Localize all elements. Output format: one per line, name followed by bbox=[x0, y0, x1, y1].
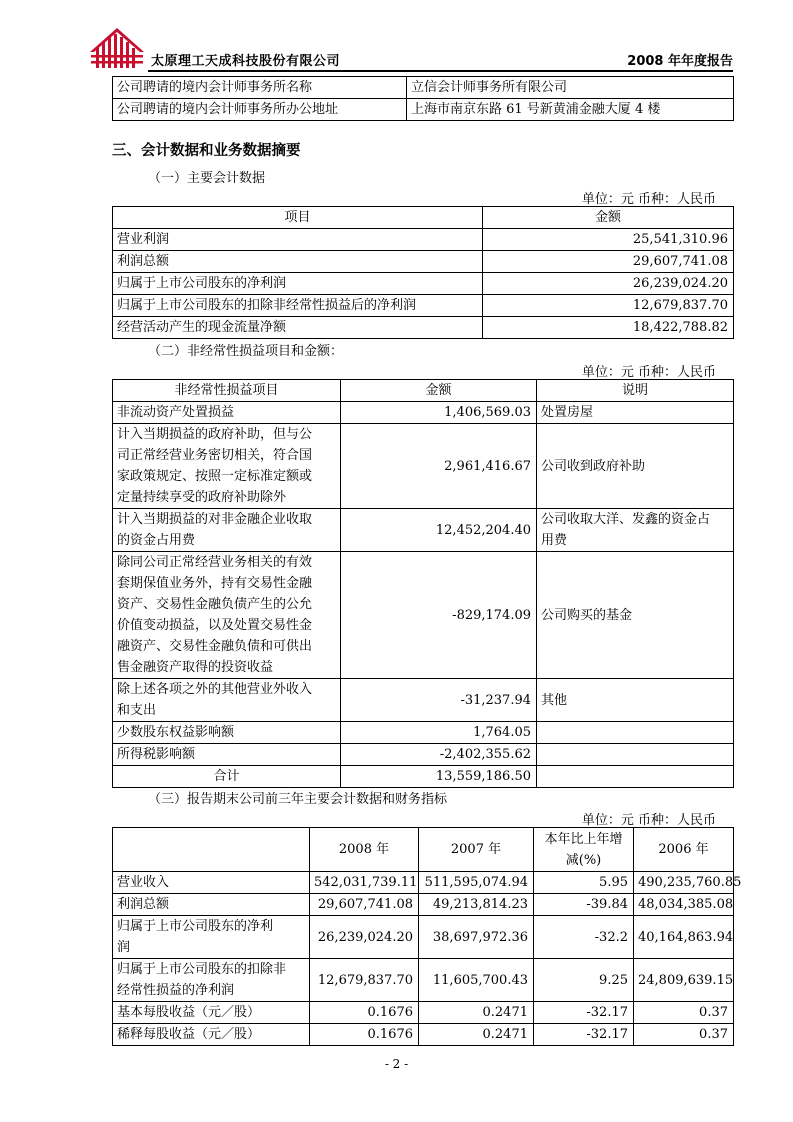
subsection-title: （二）非经常性损益项目和金额： bbox=[148, 344, 344, 359]
header-line: 减(%) bbox=[565, 852, 602, 868]
unit-label: 单位：元 币种：人民币 bbox=[581, 365, 716, 380]
note-cell bbox=[537, 509, 734, 552]
note-cell bbox=[537, 402, 734, 424]
auditor-value: 上海市南京东路 61 号新黄浦金融大厦 4 楼 bbox=[407, 99, 734, 121]
note-line: 用费 bbox=[541, 533, 568, 548]
item-line: 定量持续享受的政府补助除外 bbox=[117, 490, 287, 505]
auditor-label: 公司聘请的境内会计师事务所名称 bbox=[113, 77, 407, 99]
table-row bbox=[113, 229, 734, 251]
table-row bbox=[113, 679, 734, 722]
item-cell bbox=[113, 744, 341, 766]
item-cell: 归属于上市公司股东的扣除非经常性损益后的净利润 bbox=[113, 295, 483, 317]
table-row bbox=[113, 872, 734, 894]
value-2008: 542,031,739.11 bbox=[310, 872, 419, 894]
table-row bbox=[113, 722, 734, 744]
unit-label: 单位：元 币种：人民币 bbox=[581, 192, 716, 207]
column-header: 金额 bbox=[341, 380, 537, 402]
subsection-title: （三）报告期末公司前三年主要会计数据和财务指标 bbox=[148, 792, 448, 807]
amount-cell: -31,237.94 bbox=[341, 679, 537, 722]
value-change: -39.84 bbox=[534, 894, 634, 916]
item-cell bbox=[113, 1002, 310, 1024]
table-row bbox=[113, 1024, 734, 1046]
table-row bbox=[113, 894, 734, 916]
item-line: 非流动资产处置损益 bbox=[117, 405, 235, 420]
amount-cell: 1,764.05 bbox=[341, 722, 537, 744]
value-change: -32.17 bbox=[534, 1002, 634, 1024]
table-header-row bbox=[113, 828, 734, 872]
column-header: 非经常性损益项目 bbox=[113, 380, 341, 402]
amount-cell: 1,406,569.03 bbox=[341, 402, 537, 424]
item-line: 除同公司正常经营业务相关的有效 bbox=[117, 555, 313, 570]
column-header: 金额 bbox=[483, 207, 734, 229]
item-line: 价值变动损益，以及处置交易性金 bbox=[117, 618, 313, 633]
table-row bbox=[113, 402, 734, 424]
note-line: 公司收取大洋、发鑫的资金占 bbox=[541, 512, 711, 527]
amount-cell: 12,452,204.40 bbox=[341, 509, 537, 552]
value-2007: 11,605,700.43 bbox=[419, 959, 534, 1002]
value-2006: 490,235,760.85 bbox=[634, 872, 734, 894]
item-cell bbox=[113, 872, 310, 894]
item-line: 营业收入 bbox=[117, 875, 170, 890]
item-cell: 经营活动产生的现金流量净额 bbox=[113, 317, 483, 339]
amount-cell: 12,679,837.70 bbox=[483, 295, 734, 317]
item-line: 归属于上市公司股东的净利 bbox=[117, 919, 274, 934]
amount-cell: 25,541,310.96 bbox=[483, 229, 734, 251]
total-label: 合计 bbox=[113, 766, 341, 788]
item-cell: 营业利润 bbox=[113, 229, 483, 251]
table-row bbox=[113, 509, 734, 552]
three-year-table bbox=[112, 827, 742, 1046]
item-cell bbox=[113, 424, 341, 509]
note-line: 处置房屋 bbox=[541, 405, 594, 420]
item-line: 计入当期损益的政府补助，但与公 bbox=[117, 427, 313, 442]
value-2006: 0.37 bbox=[634, 1002, 734, 1024]
column-header: 项目 bbox=[113, 207, 483, 229]
note-cell bbox=[537, 424, 734, 509]
item-line: 资产、交易性金融负债产生的公允 bbox=[117, 597, 313, 612]
nonrecurring-table bbox=[112, 379, 734, 788]
value-2008: 0.1676 bbox=[310, 1024, 419, 1046]
value-2007: 511,595,074.94 bbox=[419, 872, 534, 894]
note-cell bbox=[537, 766, 734, 788]
item-line: 套期保值业务外，持有交易性金融 bbox=[117, 576, 313, 591]
value-2008: 29,607,741.08 bbox=[310, 894, 419, 916]
company-logo-icon bbox=[88, 26, 146, 70]
value-change: 9.25 bbox=[534, 959, 634, 1002]
page-header bbox=[88, 26, 733, 72]
item-line: 所得税影响额 bbox=[117, 747, 196, 762]
table-row bbox=[113, 1002, 734, 1024]
total-amount: 13,559,186.50 bbox=[341, 766, 537, 788]
amount-cell: 29,607,741.08 bbox=[483, 251, 734, 273]
subsection-title: （一）主要会计数据 bbox=[148, 171, 266, 186]
auditor-value: 立信会计师事务所有限公司 bbox=[407, 77, 734, 99]
item-cell bbox=[113, 959, 310, 1002]
column-header: 说明 bbox=[537, 380, 734, 402]
unit-label: 单位：元 币种：人民币 bbox=[581, 813, 716, 828]
note-cell bbox=[537, 679, 734, 722]
header-line: 本年比上年增 bbox=[544, 831, 623, 847]
company-name: 太原理工天成科技股份有限公司 bbox=[151, 54, 341, 69]
item-cell: 归属于上市公司股东的净利润 bbox=[113, 273, 483, 295]
table-row bbox=[113, 273, 734, 295]
auditor-table bbox=[112, 76, 734, 121]
value-2008: 12,679,837.70 bbox=[310, 959, 419, 1002]
item-line: 经常性损益的净利润 bbox=[117, 983, 235, 998]
value-change: 5.95 bbox=[534, 872, 634, 894]
table-row bbox=[113, 744, 734, 766]
item-line: 稀释每股收益（元／股） bbox=[117, 1027, 261, 1042]
main-data-table bbox=[112, 206, 734, 339]
value-2006: 40,164,863.94 bbox=[634, 916, 734, 959]
item-cell bbox=[113, 916, 310, 959]
item-cell bbox=[113, 679, 341, 722]
item-cell bbox=[113, 402, 341, 424]
item-cell: 利润总额 bbox=[113, 251, 483, 273]
note-line: 公司购买的基金 bbox=[541, 607, 633, 623]
table-row bbox=[113, 552, 734, 679]
column-header bbox=[534, 828, 634, 872]
value-2006: 48,034,385.08 bbox=[634, 894, 734, 916]
value-2007: 38,697,972.36 bbox=[419, 916, 534, 959]
amount-cell: 18,422,788.82 bbox=[483, 317, 734, 339]
item-cell bbox=[113, 894, 310, 916]
note-line: 公司收到政府补助 bbox=[541, 458, 646, 474]
table-row bbox=[113, 959, 734, 1002]
note-cell bbox=[537, 722, 734, 744]
item-line: 融资产、交易性金融负债和可供出 bbox=[117, 639, 313, 654]
table-row bbox=[113, 317, 734, 339]
column-header bbox=[113, 828, 310, 872]
total-row bbox=[113, 766, 734, 788]
item-cell bbox=[113, 509, 341, 552]
item-line: 司正常经营业务密切相关，符合国 bbox=[117, 448, 313, 463]
column-header: 2008 年 bbox=[310, 828, 419, 872]
item-line: 归属于上市公司股东的扣除非 bbox=[117, 962, 287, 977]
column-header: 2006 年 bbox=[634, 828, 734, 872]
item-line: 除上述各项之外的其他营业外收入 bbox=[117, 682, 313, 697]
note-cell bbox=[537, 744, 734, 766]
item-cell bbox=[113, 722, 341, 744]
value-2006: 0.37 bbox=[634, 1024, 734, 1046]
header-divider bbox=[148, 70, 733, 72]
table-row bbox=[113, 251, 734, 273]
item-line: 计入当期损益的对非金融企业收取 bbox=[117, 512, 313, 527]
item-line: 的资金占用费 bbox=[117, 533, 196, 548]
value-2007: 49,213,814.23 bbox=[419, 894, 534, 916]
section-title: 三、会计数据和业务数据摘要 bbox=[112, 143, 301, 159]
item-line: 润 bbox=[117, 940, 131, 955]
value-2007: 0.2471 bbox=[419, 1002, 534, 1024]
amount-cell: -2,402,355.62 bbox=[341, 744, 537, 766]
value-2008: 26,239,024.20 bbox=[310, 916, 419, 959]
value-2008: 0.1676 bbox=[310, 1002, 419, 1024]
item-line: 少数股东权益影响额 bbox=[117, 725, 235, 740]
value-change: -32.17 bbox=[534, 1024, 634, 1046]
table-row bbox=[113, 99, 734, 121]
value-2006: 24,809,639.15 bbox=[634, 959, 734, 1002]
table-row bbox=[113, 424, 734, 509]
table-header-row bbox=[113, 207, 734, 229]
note-cell bbox=[537, 552, 734, 679]
item-cell bbox=[113, 552, 341, 679]
page-number: - 2 - bbox=[384, 1057, 409, 1071]
table-header-row bbox=[113, 380, 734, 402]
table-row bbox=[113, 295, 734, 317]
table-row bbox=[113, 916, 734, 959]
item-line: 售金融资产取得的投资收益 bbox=[117, 660, 274, 675]
report-title: 2008 年年度报告 bbox=[627, 54, 733, 69]
item-line: 利润总额 bbox=[117, 897, 170, 912]
amount-cell: 26,239,024.20 bbox=[483, 273, 734, 295]
value-2007: 0.2471 bbox=[419, 1024, 534, 1046]
column-header: 2007 年 bbox=[419, 828, 534, 872]
note-line: 其他 bbox=[541, 692, 568, 708]
value-change: -32.2 bbox=[534, 916, 634, 959]
item-cell bbox=[113, 1024, 310, 1046]
auditor-label: 公司聘请的境内会计师事务所办公地址 bbox=[113, 99, 407, 121]
amount-cell: -829,174.09 bbox=[341, 552, 537, 679]
item-line: 家政策规定、按照一定标准定额或 bbox=[117, 469, 313, 484]
table-row bbox=[113, 77, 734, 99]
item-line: 基本每股收益（元／股） bbox=[117, 1005, 261, 1020]
item-line: 和支出 bbox=[117, 703, 157, 718]
amount-cell: 2,961,416.67 bbox=[341, 424, 537, 509]
